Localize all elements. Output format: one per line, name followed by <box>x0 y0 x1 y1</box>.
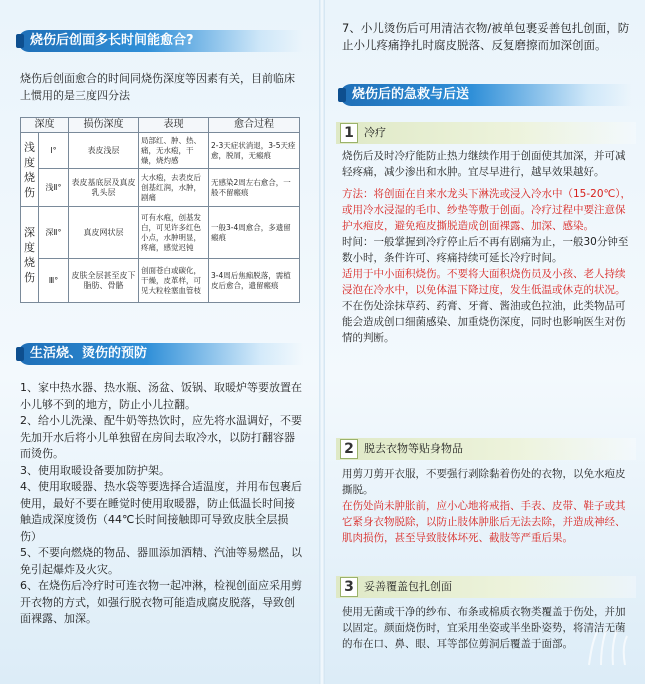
list-item: 5、不要向燃烧的物品、器皿添加酒精、汽油等易燃品，以免引起爆炸及火灾。 <box>20 546 302 576</box>
list-item: 2、给小儿洗澡、配牛奶等热饮时，应先将水温调好，不要先加开水后将小儿单独留在房间去取冷水，以防打翻容器而烫伤。 <box>20 414 302 460</box>
step-number: 2 <box>340 439 358 459</box>
step-1-header <box>336 122 636 144</box>
cold-therapy-intro: 烧伤后及时冷疗能防止热力继续作用于创面使其加深，并可减轻疼痛，减少渗出和水肿。宜尽早进行，越早效果越好。 <box>342 150 626 178</box>
header-degree: 深度 <box>21 118 69 133</box>
step-3-body: 使用无菌或干净的纱布、布条或棉质衣物类覆盖于伤处，并加以固定。颜面烧伤时，宜采用坐姿或半坐卧姿势，将清洁无菌的布在口、鼻、眼、耳等部位剪洞后覆盖于面部。 <box>342 606 626 650</box>
prevention-list <box>20 380 302 628</box>
column-divider <box>319 0 325 684</box>
burn-depth-table <box>20 117 300 303</box>
step-2-body <box>342 466 634 546</box>
cold-therapy-time: 时间：一般掌握到冷疗停止后不再有剧痛为止，一般30分钟至数小时，条件许可、疼痛持续可延长冷疗时间。 <box>342 236 629 264</box>
heading-first-aid: 烧伤后的急救与后送 <box>340 84 632 106</box>
table-row <box>21 259 300 303</box>
right-column <box>326 0 645 684</box>
shallow-burn-label: 浅度烧伤 <box>21 133 39 207</box>
row-healing: 3-4周后焦痂脱落，需植皮后愈合，遗留瘢痕 <box>209 259 300 303</box>
row-degree: Ⅰ° <box>39 133 69 169</box>
list-item: 6、在烧伤后冷疗时可连衣物一起冲淋，检视创面应采用剪开衣物的方式，如强行脱衣物可能造成腐皮脱落，导致创面裸露、加深。 <box>20 579 302 625</box>
header-depth: 损伤深度 <box>69 118 139 133</box>
table-header-row <box>21 118 300 133</box>
step-number: 3 <box>340 577 358 597</box>
intro-text: 烧伤后创面愈合的时间同烧伤深度等因素有关，目前临床上惯用的是三度四分法 <box>20 72 295 102</box>
hand-decoration-icon <box>579 610 639 680</box>
row-degree: 浅Ⅱ° <box>39 169 69 207</box>
prevention-item-7: 7、小儿烫伤后可用清洁衣物/被单包裹妥善包扎创面，防止小儿疼痛挣扎时腐皮脱落、反复磨擦而加深创面。 <box>342 21 630 52</box>
heading-prevention: 生活烧、烫伤的预防 <box>18 343 303 365</box>
table-row <box>21 169 300 207</box>
list-item: 3、使用取暖设备要加防护架。 <box>20 463 170 477</box>
header-healing: 愈合过程 <box>209 118 300 133</box>
row-depth: 表皮基底层及真皮乳头层 <box>69 169 139 207</box>
row-depth: 真皮网状层 <box>69 207 139 259</box>
row-depth: 表皮浅层 <box>69 133 139 169</box>
left-column <box>0 0 318 684</box>
deep-burn-label: 深度烧伤 <box>21 207 39 303</box>
list-item: 4、使用取暖器、热水袋等要选择合适温度，并用布包裹后使用，最好不要在睡觉时使用取暖器，防止低温长时间接触造成深度烫伤（44℃长时间接触即可导致皮肤全层损伤） <box>20 480 302 543</box>
list-item: 1、家中热水器、热水瓶、汤盆、饭锅、取暖炉等要放置在小儿够不到的地方，防止小儿拉翻。 <box>20 381 302 411</box>
cold-therapy-method: 方法：将创面在自来水龙头下淋洗或浸入冷水中（15-20℃），或用冷水浸湿的毛巾、纱垫等敷于创面。冷疗过程中要注意保护水疱皮，避免疱皮撕脱造成创面裸露、加深、感染。 <box>342 188 632 232</box>
row-healing: 一般3-4周愈合，多遗留瘢痕 <box>209 207 300 259</box>
step-1-body <box>342 148 634 346</box>
step-number: 1 <box>340 123 358 143</box>
remove-jewelry-warning: 在伤处尚未肿胀前，应小心地将戒指、手表、皮带、鞋子或其它紧身衣物脱除，以防止肢体肿胀后无法去除，并造成神经、肌肉损伤，甚至导致肢体坏死、截肢等严重后果。 <box>342 500 626 544</box>
row-depth: 皮肤全层甚至皮下脂肪、骨骼 <box>69 259 139 303</box>
row-symptom: 大水疱，去表皮后创基红润，水肿，剧痛 <box>139 169 209 207</box>
step-3-header <box>336 576 636 598</box>
step-title: 脱去衣物等贴身物品 <box>364 442 463 455</box>
step-title: 妥善覆盖包扎创面 <box>364 580 452 593</box>
row-healing: 无感染2周左右愈合，一般不留瘢痕 <box>209 169 300 207</box>
row-healing: 2-3天症状消退，3-5天痊愈，脱屑，无瘢痕 <box>209 133 300 169</box>
row-degree: 深Ⅱ° <box>39 207 69 259</box>
remove-clothing-text: 用剪刀剪开衣服，不要强行剥除黏着伤处的衣物，以免水疱皮撕脱。 <box>342 468 626 496</box>
row-degree: Ⅲ° <box>39 259 69 303</box>
cold-therapy-note: 不在伤处涂抹草药、药膏、牙膏、酱油或色拉油，此类物品可能会造成创口细菌感染、加重烧伤深度，同时也影响医生对伤情的判断。 <box>342 300 626 344</box>
table-row <box>21 207 300 259</box>
cold-therapy-applicable: 适用于中小面积烧伤。不要将大面积烧伤员及小孩、老人持续浸泡在冷水中，以免体温下降过度，发生低温或休克的状况。 <box>342 268 626 296</box>
row-symptom: 创面苍白或碳化，干燥，皮革样，可见大粒栓塞血管枝 <box>139 259 209 303</box>
heading-healing-time: 烧伤后创面多长时间能愈合? <box>18 30 303 52</box>
row-symptom: 局部红、肿、热、痛，无水疱，干燥，烧灼感 <box>139 133 209 169</box>
row-symptom: 可有水疱，创基发白，可见许多红色小点，水肿明显，疼痛，感觉迟钝 <box>139 207 209 259</box>
step-title: 冷疗 <box>364 126 386 139</box>
step-2-header <box>336 438 636 460</box>
header-symptom: 表现 <box>139 118 209 133</box>
table-row <box>21 133 300 169</box>
